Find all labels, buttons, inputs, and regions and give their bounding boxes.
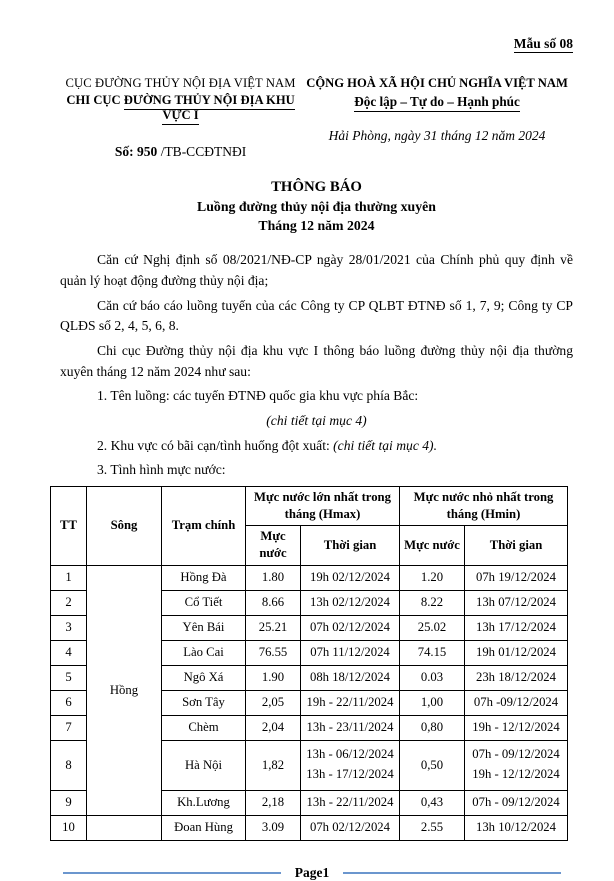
paragraph-legal-basis-2: Căn cứ báo cáo luồng tuyến của các Công ty CP QLBT ĐTNĐ số 1, 7, 9; Công ty CP QLĐS số 2, 4, 5, 6, 8. [60,297,573,334]
cell-tt: 7 [51,715,87,740]
header-hmin-time: Thời gian [465,526,568,565]
water-level-table-header [51,487,568,566]
footer-rule-right [343,872,561,874]
cell-hmin-time: 19h 01/12/2024 [465,640,568,665]
cell-tt: 6 [51,690,87,715]
cell-station: Hà Nội [162,740,246,790]
cell-hmin-level: 0,50 [400,740,465,790]
header-hmax-level: Mực nước [246,526,301,565]
cell-hmin-time: 23h 18/12/2024 [465,665,568,690]
cell-hmax-time: 07h 11/12/2024 [301,640,400,665]
cell-hmin-time: 07h - 09/12/2024 19h - 12/12/2024 [465,740,568,790]
document-header [60,76,573,160]
cell-tt: 5 [51,665,87,690]
place-and-date: Hải Phòng, ngày 31 tháng 12 năm 2024 [328,128,546,143]
issuing-agency-block [60,76,301,160]
cell-hmax-level: 8.66 [246,590,301,615]
cell-station: Cổ Tiết [162,590,246,615]
cell-hmax-time: 13h - 23/11/2024 [301,715,400,740]
header-hmin-level: Mực nước [400,526,465,565]
paragraph-announcement: Chi cục Đường thủy nội địa khu vực I thông báo luồng đường thủy nội địa thường xuyên tháng 12 năm 2024 như sau: [60,343,573,379]
header-tram-chinh: Trạm chính [162,487,246,566]
page-number-label: Page1 [294,864,330,880]
table-row [51,565,568,590]
cell-hmax-level: 1,82 [246,740,301,790]
detail-note: (chi tiết tại mục 4) [266,413,367,429]
cell-station: Ngô Xá [162,665,246,690]
cell-hmax-level: 76.55 [246,640,301,665]
table-row [51,815,568,840]
cell-tt: 8 [51,740,87,790]
cell-hmin-time: 13h 17/12/2024 [465,615,568,640]
cell-station: Lào Cai [162,640,246,665]
national-motto: Độc lập – Tự do – Hạnh phúc [301,94,573,110]
water-level-table-body [51,565,568,840]
cell-hmax-level: 2,18 [246,790,301,815]
cell-station: Chèm [162,715,246,740]
document-title [60,177,573,235]
cell-tt: 9 [51,790,87,815]
issuing-agency-name: CHI CỤC ĐƯỜNG THỦY NỘI ĐỊA KHU VỰC I [60,93,301,123]
cell-hmin-time: 13h 07/12/2024 [465,590,568,615]
cell-hmax-level: 1.90 [246,665,301,690]
cell-tt: 4 [51,640,87,665]
cell-hmax-time: 08h 18/12/2024 [301,665,400,690]
cell-hmin-level: 1,00 [400,690,465,715]
cell-hmin-time: 07h 19/12/2024 [465,565,568,590]
cell-station: Sơn Tây [162,690,246,715]
title-line-3: Tháng 12 năm 2024 [258,218,375,234]
cell-hmin-level: 0.03 [400,665,465,690]
cell-hmin-time: 07h - 09/12/2024 [465,790,568,815]
item-1-channel-name: 1. Tên luồng: các tuyến ĐTNĐ quốc gia khu vực phía Bắc: [97,388,419,404]
cell-hmin-level: 1.20 [400,565,465,590]
cell-tt: 3 [51,615,87,640]
cell-hmin-level: 0,43 [400,790,465,815]
cell-hmax-time: 07h 02/12/2024 [301,615,400,640]
cell-hmin-time: 19h - 12/12/2024 [465,715,568,740]
cell-hmin-level: 2.55 [400,815,465,840]
cell-hmin-level: 74.15 [400,640,465,665]
cell-station: Hồng Đà [162,565,246,590]
footer-rule-left [63,872,281,874]
cell-hmax-level: 25.21 [246,615,301,640]
parent-agency-name: CỤC ĐƯỜNG THỦY NỘI ĐỊA VIỆT NAM [65,76,296,90]
header-song: Sông [87,487,162,566]
national-header-block [301,76,573,160]
cell-song: Hồng [87,565,162,815]
cell-hmax-time: 13h 02/12/2024 [301,590,400,615]
cell-hmax-time: 07h 02/12/2024 [301,815,400,840]
item-2-shallow-areas: 2. Khu vực có bãi cạn/tình huống đột xuất: (chi tiết tại mục 4). [97,437,437,453]
cell-hmin-time: 07h -09/12/2024 [465,690,568,715]
form-number-label: Mẫu số 08 [513,36,573,51]
header-hmin-group: Mực nước nhỏ nhất trong tháng (Hmin) [400,487,568,526]
document-body [60,250,573,481]
cell-hmin-level: 0,80 [400,715,465,740]
header-hmax-group: Mực nước lớn nhất trong tháng (Hmax) [246,487,400,526]
title-line-1: THÔNG BÁO [271,179,362,195]
cell-hmax-level: 1.80 [246,565,301,590]
water-level-table [50,486,568,841]
header-hmax-time: Thời gian [301,526,400,565]
cell-hmax-level: 2,05 [246,690,301,715]
cell-hmax-time: 19h 02/12/2024 [301,565,400,590]
cell-hmax-time: 13h - 06/12/2024 13h - 17/12/2024 [301,740,400,790]
cell-hmax-level: 3.09 [246,815,301,840]
document-number: Số: 950 /TB-CCĐTNĐI [114,144,247,159]
cell-station: Đoan Hùng [162,815,246,840]
cell-tt: 10 [51,815,87,840]
cell-hmax-level: 2,04 [246,715,301,740]
cell-station: Kh.Lương [162,790,246,815]
cell-tt: 2 [51,590,87,615]
cell-hmax-time: 13h - 22/11/2024 [301,790,400,815]
cell-hmin-level: 8.22 [400,590,465,615]
cell-tt: 1 [51,565,87,590]
cell-hmax-time: 19h - 22/11/2024 [301,690,400,715]
national-title: CỘNG HOÀ XÃ HỘI CHỦ NGHĨA VIỆT NAM [306,76,568,90]
cell-hmin-level: 25.02 [400,615,465,640]
page-footer [60,865,573,881]
cell-song [87,815,162,840]
cell-station: Yên Bái [162,615,246,640]
paragraph-legal-basis-1: Căn cứ Nghị định số 08/2021/NĐ-CP ngày 28/01/2021 của Chính phủ quy định về quản lý hoạt động đường thủy nội địa; [60,252,573,289]
item-3-water-levels: 3. Tình hình mực nước: [97,462,226,478]
title-line-2: Luồng đường thủy nội địa thường xuyên [197,199,436,215]
cell-hmin-time: 13h 10/12/2024 [465,815,568,840]
header-tt: TT [51,487,87,566]
